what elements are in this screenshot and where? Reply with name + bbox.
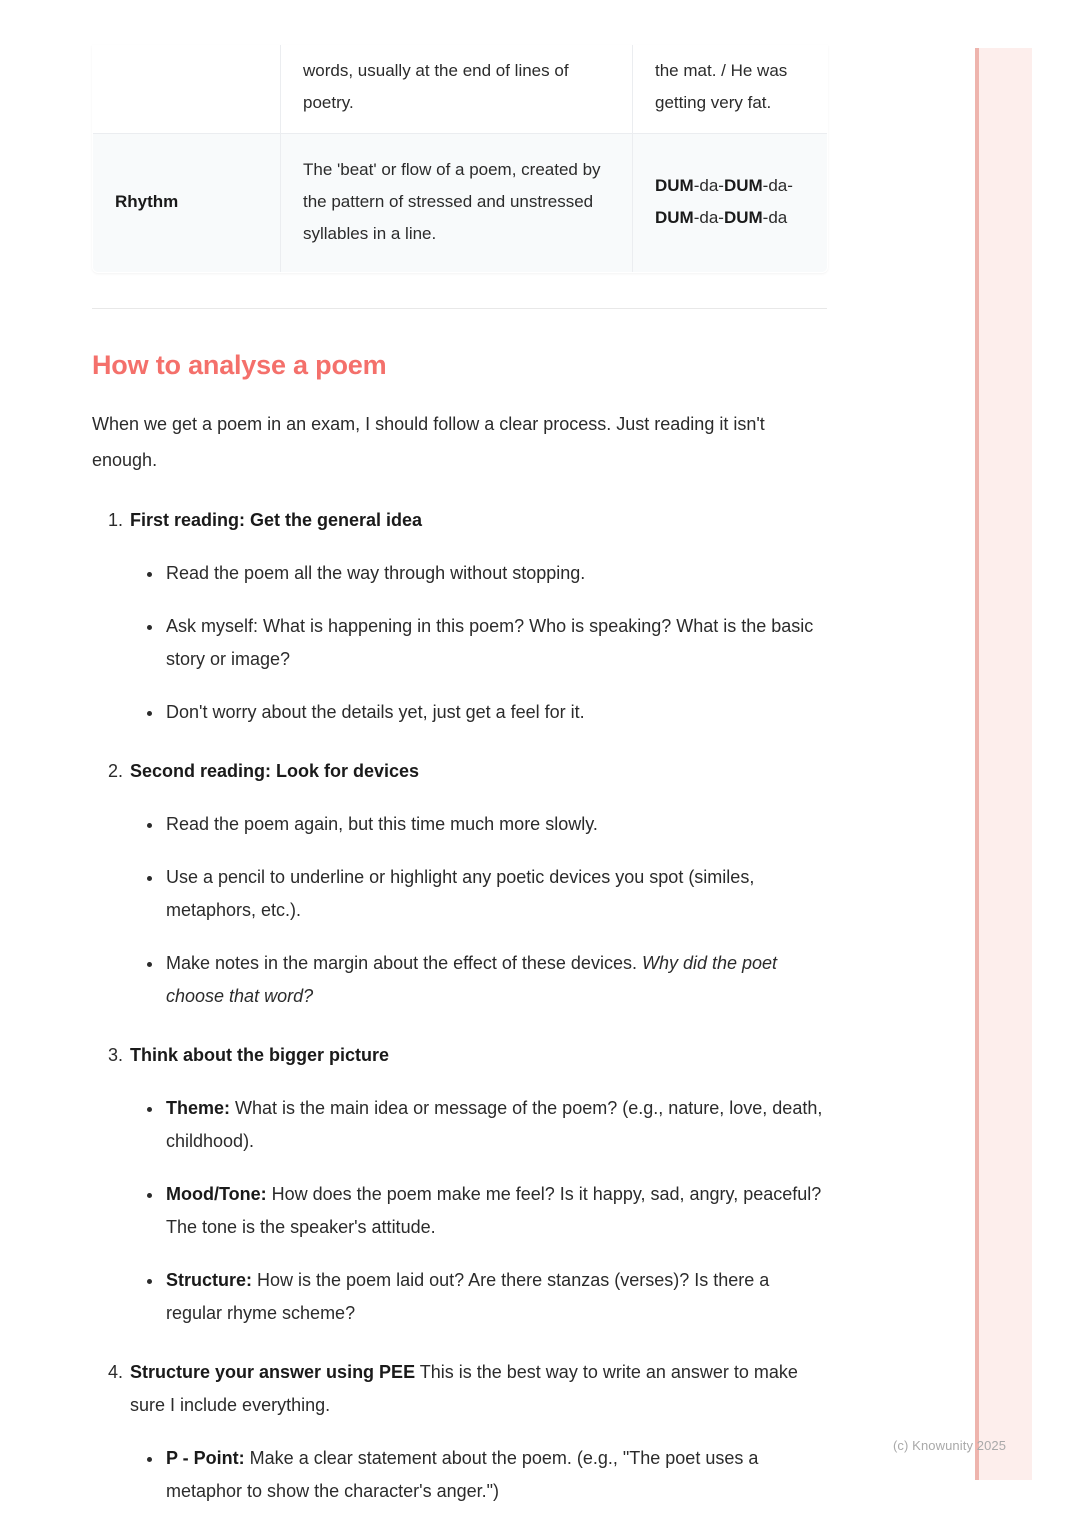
analysis-substep-item <box>164 1092 827 1158</box>
analysis-substep-item <box>164 557 827 590</box>
analysis-step-item <box>128 1356 827 1508</box>
analysis-substep-text: Don't worry about the details yet, just get a feel for it. <box>166 702 585 723</box>
analysis-substep-text: Make a clear statement about the poem. (e.g., "The poet uses a metaphor to show the character's anger.") <box>166 1448 759 1502</box>
table-row <box>93 45 828 134</box>
analysis-substep-item <box>164 1264 827 1330</box>
rhythm-stressed-syllable: DUM <box>723 176 763 195</box>
analysis-substep-list <box>130 808 827 1013</box>
analysis-substep-item <box>164 696 827 729</box>
table-row <box>93 134 828 273</box>
analysis-substep-item <box>164 610 827 676</box>
section-divider <box>92 308 827 309</box>
table-cell-example: the mat. / He was getting very fat. <box>633 45 828 134</box>
analysis-substep-item <box>164 1178 827 1244</box>
analysis-substep-text: What is the main idea or message of the poem? (e.g., nature, love, death, childhood). <box>166 1098 823 1152</box>
analysis-step-title: Second reading: Look for devices <box>130 761 420 782</box>
rhythm-example-text <box>655 176 793 227</box>
analysis-substep-text: How is the poem laid out? Are there stanzas (verses)? Is there a regular rhyme scheme? <box>166 1270 770 1324</box>
table-cell-definition: words, usually at the end of lines of poetry. <box>281 45 633 134</box>
analysis-substep-list <box>130 1442 827 1508</box>
analysis-step-item <box>128 504 827 729</box>
poetic-terms-table <box>92 45 828 273</box>
rhythm-unstressed-syllable: -da- <box>693 176 724 195</box>
analysis-substep-text: Ask myself: What is happening in this poem? Who is speaking? What is the basic story or image? <box>166 616 814 670</box>
analysis-substep-item <box>164 808 827 841</box>
copyright-watermark: (c) Knowunity 2025 <box>893 1438 1007 1453</box>
analysis-substep-item <box>164 947 827 1013</box>
analysis-substep-text: Use a pencil to underline or highlight any poetic devices you spot (similes, metaphors, etc.). <box>166 867 755 921</box>
rhythm-unstressed-syllable: -da- <box>693 208 724 227</box>
analysis-substep-text: How does the poem make me feel? Is it happy, sad, angry, peaceful? The tone is the speaker's attitude. <box>166 1184 822 1238</box>
analysis-substep-label: Theme: <box>166 1098 231 1119</box>
analysis-step-title: First reading: Get the general idea <box>130 510 423 531</box>
page-title: How to analyse a poem <box>92 350 387 380</box>
analysis-substep-text: Read the poem again, but this time much more slowly. <box>166 814 598 835</box>
analysis-substep-list <box>130 557 827 729</box>
table-cell-term: Rhythm <box>93 134 281 273</box>
rhythm-unstressed-syllable: -da- <box>762 176 793 195</box>
analysis-substep-list <box>130 1092 827 1330</box>
rhythm-stressed-syllable: DUM <box>655 208 694 227</box>
analysis-steps-list <box>92 504 827 1508</box>
table-cell-term <box>93 45 281 134</box>
analysis-substep-text: Make notes in the margin about the effect of these devices. <box>166 953 642 974</box>
table-cell-example <box>633 134 828 273</box>
analysis-step-item <box>128 755 827 1013</box>
analysis-step-title: Think about the bigger picture <box>130 1045 390 1066</box>
analysis-step-title: Structure your answer using PEE <box>130 1362 416 1383</box>
analysis-step-description: This is the best way to write an answer to make sure I include everything. <box>130 1362 798 1416</box>
intro-paragraph: When we get a poem in an exam, I should follow a clear process. Just reading it isn't enough. <box>92 414 765 471</box>
analysis-substep-item <box>164 861 827 927</box>
decorative-pink-sidebar-strip <box>975 48 1032 1480</box>
table-cell-definition: The 'beat' or flow of a poem, created by the pattern of stressed and unstressed syllables in a line. <box>281 134 633 273</box>
analysis-substep-label: P - Point: <box>166 1448 245 1469</box>
rhythm-unstressed-syllable: -da <box>762 208 788 227</box>
analysis-substep-text: Read the poem all the way through without stopping. <box>166 563 586 584</box>
analysis-substep-label: Structure: <box>166 1270 253 1291</box>
document-content-column <box>92 0 827 1508</box>
rhythm-stressed-syllable: DUM <box>723 208 763 227</box>
analysis-step-item <box>128 1039 827 1330</box>
analysis-substep-emphasis: Why did the poet choose that word? <box>166 953 778 1007</box>
analysis-substep-item <box>164 1442 827 1508</box>
analysis-substep-label: Mood/Tone: <box>166 1184 267 1205</box>
rhythm-stressed-syllable: DUM <box>655 176 694 195</box>
